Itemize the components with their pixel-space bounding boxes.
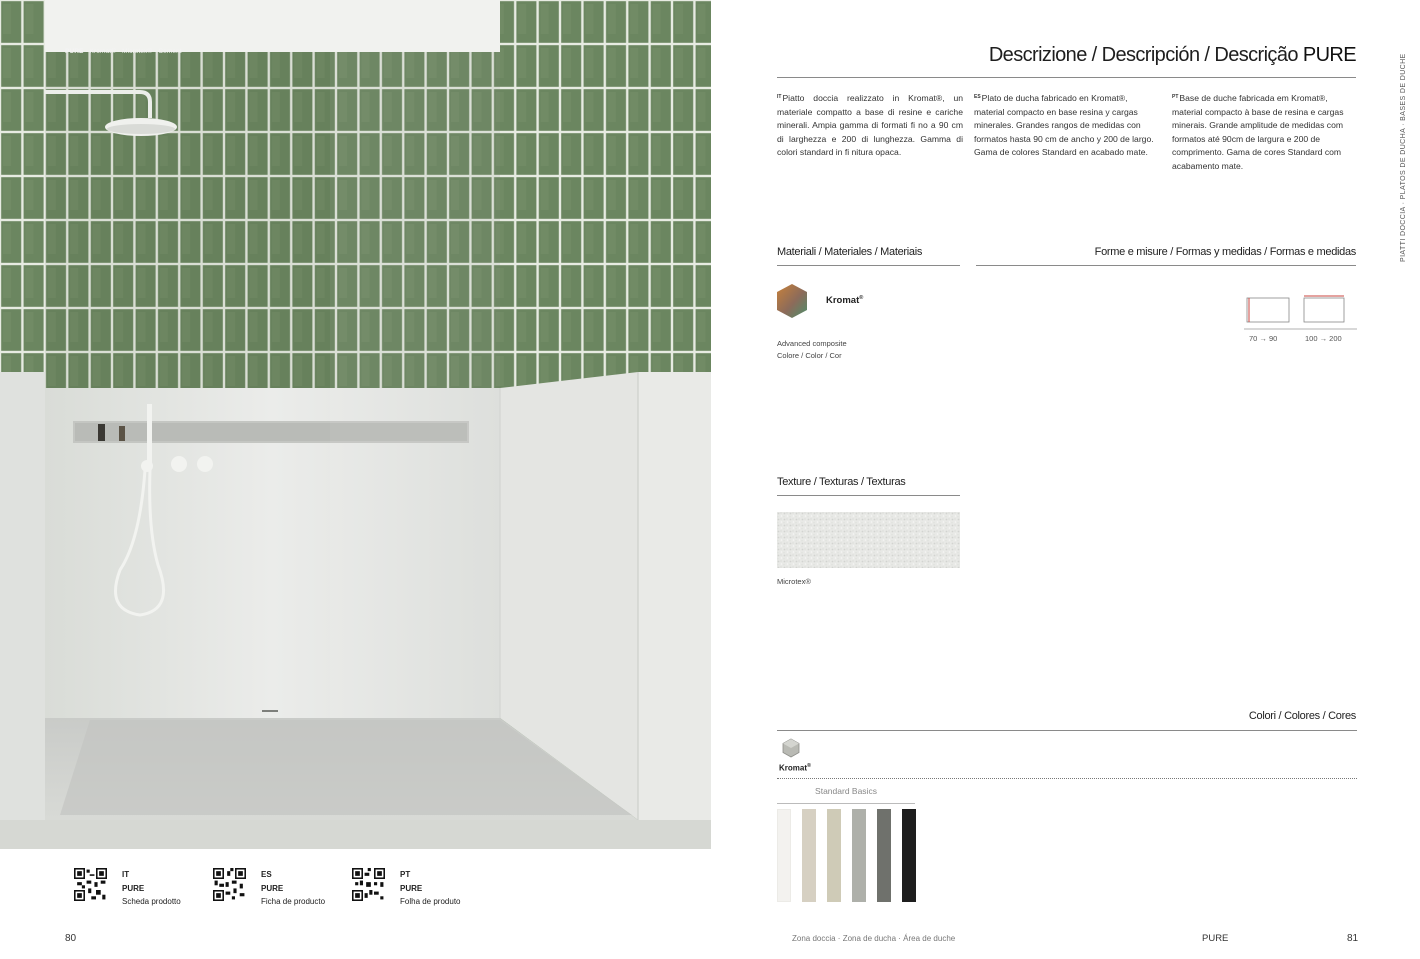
qr-label-es: [261, 868, 325, 909]
shower-room-illustration: [0, 0, 711, 849]
materials-rule: [777, 265, 960, 266]
tray-shape-diagram: [1244, 294, 1357, 330]
section-vertical-label: PIATTI DOCCIA · PLATOS DE DUCHA · BASES DE DUCHE: [1400, 53, 1407, 262]
texture-rule: [777, 495, 960, 496]
colors-rule: [777, 730, 1357, 731]
kromat-hex-icon: [781, 738, 801, 758]
description-es: $^{ES}$Plato de ducha fabricado en Kromat®, material compacto en base resina y cargas minerales. Grandes rangos de medidas con formatos hasta 90 cm de ancho y 200 de largo. Gama de colores Standard en acabado mate.: [974, 93, 1154, 158]
qr-lang: ES: [261, 870, 272, 879]
qr-product: PURE: [261, 883, 284, 893]
page-number-right: 81: [1347, 933, 1359, 944]
description-pt: $^{PT}$Base de duche fabricada em Kromat®, material compacto à base de resina e cargas minerais. Grande amplitude de medidas com formatos até 90cm de largura e 200 de comprimento. Gama de cores Standard com acabamento mate.: [1172, 93, 1344, 171]
color-group-label: Standard Basics: [815, 786, 877, 796]
page-title: Descrizione / Descripción / Descrição PURE: [988, 44, 1356, 66]
shapes-rule: [976, 265, 1356, 266]
color-swatch[interactable]: [852, 809, 866, 902]
qr-label-pt: [400, 868, 461, 909]
colors-dotted-divider: [777, 778, 1357, 779]
qr-block-pt[interactable]: [352, 868, 461, 909]
qr-desc: Folha de produto: [400, 897, 461, 906]
microtex-texture-swatch: [777, 512, 960, 568]
color-swatch[interactable]: [902, 809, 916, 902]
qr-code-icon[interactable]: [74, 868, 107, 901]
qr-label-it: [122, 868, 181, 909]
product-photo: [0, 0, 711, 849]
qr-code-icon[interactable]: [213, 868, 246, 901]
texture-name: Microtex®: [777, 577, 811, 586]
shapes-heading: Forme e misure / Formas y medidas / Formas e medidas: [1094, 246, 1356, 258]
size-length: 100 → 200: [1305, 334, 1342, 343]
footer-section: Zona doccia · Zona de ducha · Área de duche: [792, 934, 956, 943]
title-rule: [777, 77, 1356, 78]
color-swatch[interactable]: [877, 809, 891, 902]
description-it: $^{IT}$Piatto doccia realizzato in Kromat®, un materiale compatto a base di resine e cariche minerali. Ampia gamma di formati fi no a 90 cm di larghezza e 200 di lunghezza. Gamma di colori standard in fi nitura opaca.: [777, 93, 963, 158]
page-number-left: 80: [65, 933, 77, 944]
qr-desc: Scheda prodotto: [122, 897, 181, 906]
color-swatch[interactable]: [802, 809, 816, 902]
color-group-rule: [777, 803, 915, 804]
qr-block-es[interactable]: [213, 868, 325, 909]
materials-heading: Materiali / Materiales / Materiais: [777, 246, 923, 258]
qr-product: PURE: [122, 883, 145, 893]
kromat-material-icon: [774, 283, 810, 319]
colors-material-name: Kromat®: [779, 763, 812, 773]
material-name: Kromat®: [826, 295, 864, 307]
footer-product: PURE: [1202, 933, 1229, 944]
photo-caption: PURE · Kromat® · Microtex® · Cement: [65, 48, 182, 55]
colors-heading: Colori / Colores / Cores: [1248, 710, 1356, 722]
color-swatch[interactable]: [827, 809, 841, 902]
qr-lang: IT: [122, 870, 130, 879]
qr-product: PURE: [400, 883, 423, 893]
texture-heading: Texture / Texturas / Texturas: [777, 476, 906, 488]
qr-desc: Ficha de producto: [261, 897, 326, 906]
material-details: Advanced composite Colore / Color / Cor: [777, 339, 847, 360]
qr-lang: PT: [400, 870, 411, 879]
color-swatch[interactable]: [777, 809, 791, 902]
qr-block-it[interactable]: [74, 868, 181, 909]
qr-code-icon[interactable]: [352, 868, 385, 901]
size-width: 70 → 90: [1249, 334, 1278, 343]
